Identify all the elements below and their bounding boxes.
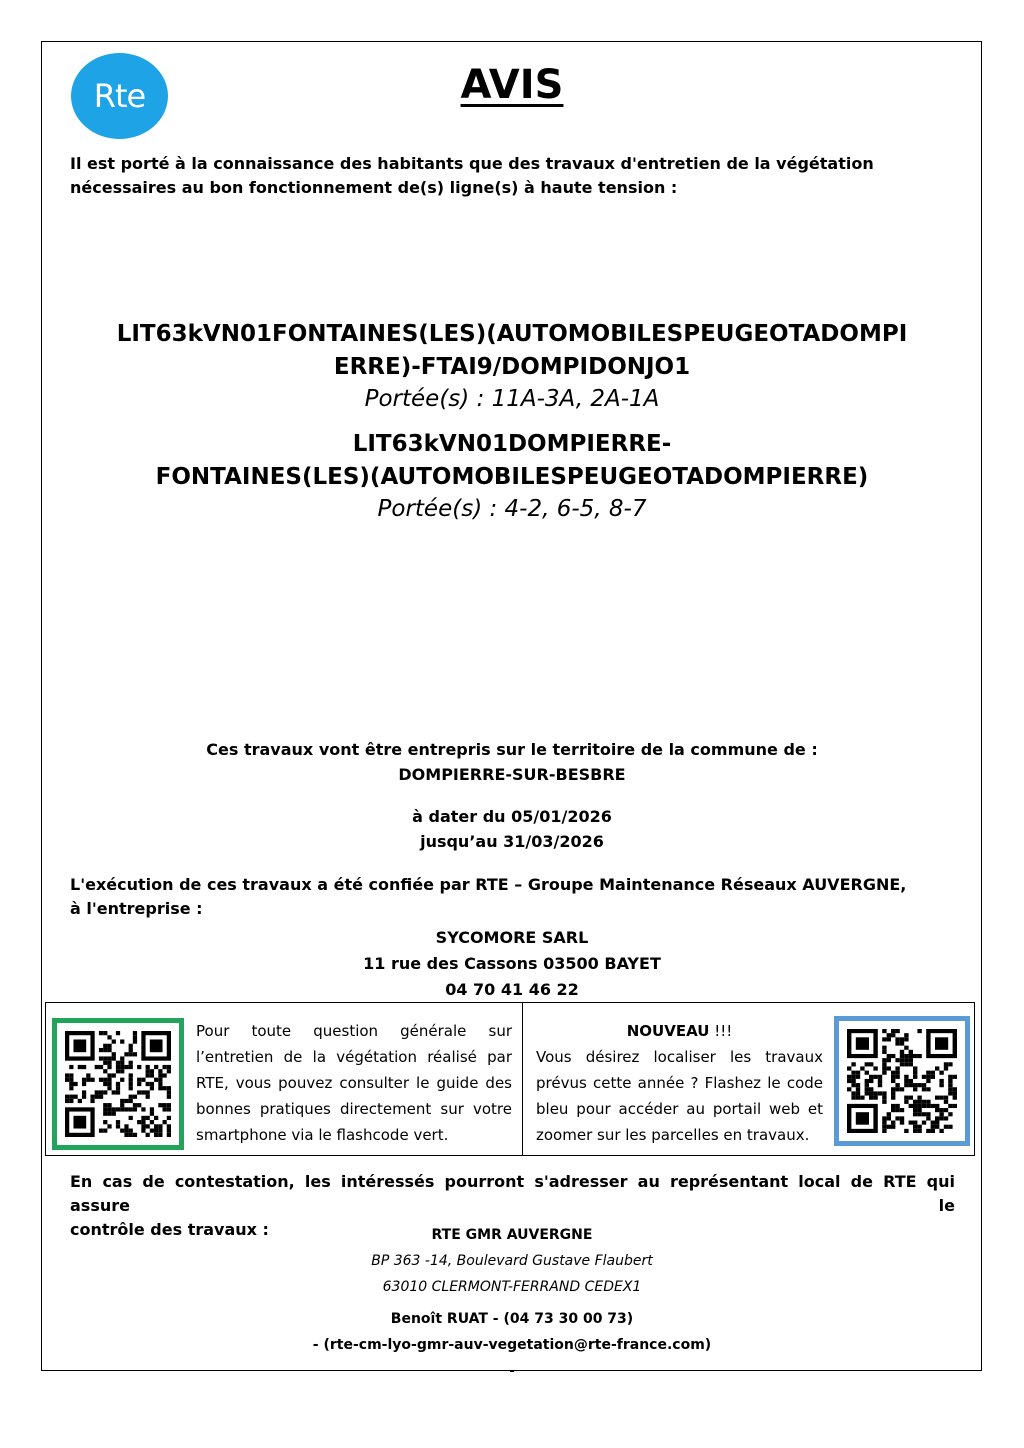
info-right-text — [536, 1018, 823, 1148]
line-block-2 — [0, 428, 1024, 524]
contest-line-1: En cas de contestation, les intéressés pourront s'adresser au représentant local de RTE qui assure le — [70, 1172, 955, 1215]
line-spans-2: Portée(s) : 4-2, 6-5, 8-7 — [377, 496, 647, 522]
intro-line-2: nécessaires au bon fonctionnement de(s) ligne(s) à haute tension : — [70, 178, 678, 197]
line-spans-1: Portée(s) : 11A-3A, 2A-1A — [364, 386, 660, 412]
info-left-line-1: Pour toute question générale sur — [196, 1022, 512, 1040]
qr-code-icon — [65, 1031, 171, 1137]
green-qr-code[interactable] — [52, 1018, 184, 1150]
execution-paragraph — [70, 873, 955, 921]
intro-paragraph — [70, 152, 955, 200]
line-name-1a: LIT63kVN01FONTAINES(LES)(AUTOMOBILESPEUGEOTADOMPI — [116, 321, 908, 347]
date-from: à dater du 05/01/2026 — [412, 807, 612, 826]
info-left-line-5: smartphone via le flashcode vert. — [196, 1126, 449, 1144]
company-phone: 04 70 41 46 22 — [445, 980, 579, 999]
contact-trailing: - — [509, 1363, 515, 1379]
line-name-2b: FONTAINES(LES)(AUTOMOBILESPEUGEOTADOMPIERRE) — [155, 464, 869, 490]
qr-code-icon — [847, 1029, 957, 1133]
info-box-divider — [522, 1002, 523, 1156]
blue-qr-code[interactable] — [834, 1016, 970, 1146]
contest-line-2: contrôle des travaux : — [70, 1220, 269, 1239]
info-left-line-3: RTE, vous pouvez consulter le guide des — [196, 1074, 512, 1092]
info-right-line-4: zoomer sur les parcelles en travaux. — [536, 1126, 810, 1144]
page-title: AVIS — [460, 62, 564, 108]
info-right-line-3: bleu pour accéder au portail web et — [536, 1100, 823, 1118]
commune-block — [0, 737, 1024, 787]
execution-line-2: à l'entreprise : — [70, 899, 203, 918]
nouveau-suffix: !!! — [709, 1022, 733, 1040]
intro-line-1: Il est porté à la connaissance des habitants que des travaux d'entretien de la végétation — [70, 154, 874, 173]
contact-person: Benoît RUAT - (04 73 30 00 73) — [390, 1311, 634, 1327]
info-left-line-4: bonnes pratiques directement sur votre — [196, 1100, 512, 1118]
rte-logo-text: Rte — [93, 77, 146, 115]
line-name-1b: ERRE)-FTAI9/DOMPIDONJO1 — [333, 354, 691, 380]
line-block-1 — [0, 318, 1024, 414]
execution-line-1: L'exécution de ces travaux a été confiée par RTE – Groupe Maintenance Réseaux AUVERGNE, — [70, 875, 907, 894]
info-left-line-2: l’entretien de la végétation réalisé par — [196, 1048, 512, 1066]
info-left-text — [196, 1018, 512, 1148]
company-name: SYCOMORE SARL — [435, 928, 589, 947]
date-to: jusqu’au 31/03/2026 — [420, 832, 604, 851]
company-block — [0, 925, 1024, 1003]
company-address: 11 rue des Cassons 03500 BAYET — [363, 954, 661, 973]
contact-email[interactable]: - (rte-cm-lyo-gmr-auv-vegetation@rte-france.com) — [312, 1337, 712, 1353]
contact-address-1: BP 363 -14, Boulevard Gustave Flaubert — [371, 1253, 653, 1269]
info-right-heading — [536, 1018, 823, 1044]
dates-block — [0, 804, 1024, 854]
commune-intro: Ces travaux vont être entrepris sur le territoire de la commune de : — [206, 740, 818, 759]
nouveau-label: NOUVEAU — [626, 1022, 710, 1040]
commune-name: DOMPIERRE-SUR-BESBRE — [398, 765, 626, 784]
contact-address-2: 63010 CLERMONT-FERRAND CEDEX1 — [382, 1279, 642, 1295]
contact-block — [0, 1222, 1024, 1384]
info-right-line-2: prévus cette année ? Flashez le code — [536, 1074, 823, 1092]
line-name-2a: LIT63kVN01DOMPIERRE- — [352, 431, 672, 457]
contact-org: RTE GMR AUVERGNE — [431, 1227, 593, 1243]
info-right-line-1: Vous désirez localiser les travaux — [536, 1048, 823, 1066]
